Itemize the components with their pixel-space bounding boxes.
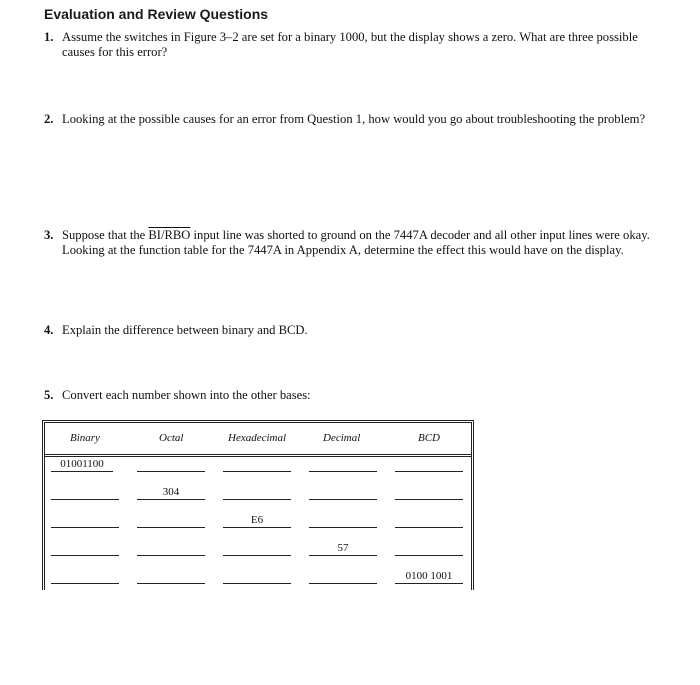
- question-number: 2.: [44, 112, 54, 126]
- question-text-part: input line was shorted to ground on the 7447A decoder and all other input lines were okay. Looking at the function table for the 7447A in Appendix A, determine the effect this would have on the display.: [62, 228, 650, 257]
- question-4: [44, 323, 654, 338]
- bcd-cell: [395, 513, 463, 528]
- octal-cell: [137, 569, 205, 584]
- bi-rbo-signal: BI/RBO: [148, 228, 191, 242]
- question-2: [44, 112, 654, 127]
- decimal-cell: [309, 569, 377, 584]
- hex-cell: E6: [223, 513, 291, 528]
- bcd-cell: [395, 541, 463, 556]
- header-bcd: BCD: [418, 432, 440, 444]
- table-header: [45, 423, 471, 457]
- decimal-cell: [309, 485, 377, 500]
- question-text: Looking at the possible causes for an error from Question 1, how would you go about troubleshooting the problem?: [62, 112, 646, 126]
- question-number: 3.: [44, 228, 54, 242]
- binary-cell: 01001100: [51, 457, 113, 472]
- hex-cell: [223, 541, 291, 556]
- decimal-cell: [309, 513, 377, 528]
- question-number: 4.: [44, 323, 54, 337]
- header-binary: Binary: [70, 432, 100, 444]
- question-5: [44, 388, 654, 403]
- hex-cell: [223, 569, 291, 584]
- binary-cell: [51, 569, 119, 584]
- octal-cell: 304: [137, 485, 205, 500]
- question-number: 1.: [44, 30, 54, 44]
- page-heading: Evaluation and Review Questions: [44, 6, 269, 22]
- binary-cell: [51, 541, 119, 556]
- question-text: [62, 228, 654, 257]
- question-text: Explain the difference between binary and BCD.: [62, 323, 308, 337]
- decimal-cell: 57: [309, 541, 377, 556]
- question-text-part: Suppose that the: [62, 228, 149, 242]
- binary-cell: [51, 513, 119, 528]
- question-3: [44, 228, 654, 257]
- conversion-table: [42, 420, 474, 590]
- question-number: 5.: [44, 388, 54, 402]
- hex-cell: [223, 457, 291, 472]
- header-decimal: Decimal: [323, 432, 361, 444]
- hex-cell: [223, 485, 291, 500]
- header-hexadecimal: Hexadecimal: [228, 432, 287, 444]
- decimal-cell: [309, 457, 377, 472]
- question-1: [44, 30, 654, 59]
- bcd-cell: [395, 457, 463, 472]
- octal-cell: [137, 513, 205, 528]
- header-octal: Octal: [159, 432, 184, 444]
- bcd-cell: 0100 1001: [395, 569, 463, 584]
- question-text: Convert each number shown into the other bases:: [62, 388, 311, 402]
- octal-cell: [137, 457, 205, 472]
- binary-cell: [51, 485, 119, 500]
- octal-cell: [137, 541, 205, 556]
- bcd-cell: [395, 485, 463, 500]
- question-text: Assume the switches in Figure 3–2 are set for a binary 1000, but the display shows a zero. What are three possible causes for this error?: [62, 30, 638, 59]
